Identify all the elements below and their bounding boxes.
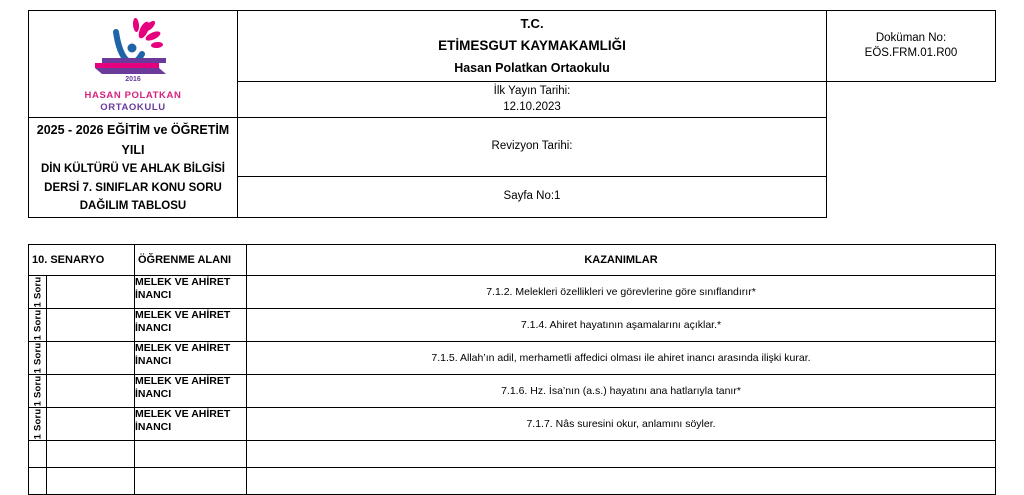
ogrenme-alani-cell: [135, 468, 247, 495]
subtitle-course: DİN KÜLTÜRÜ VE AHLAK BİLGİSİ DERSİ 7. SINIFLAR KONU SORU DAĞILIM TABLOSU: [41, 163, 225, 213]
table-header-row: [29, 245, 996, 276]
soru-count-cell: [29, 441, 47, 468]
logo-graphic-icon: [58, 14, 208, 88]
header-subtitle-cell: [29, 118, 238, 218]
konu-soru-dagilim-table: [28, 244, 996, 495]
senaryo-cell: [47, 342, 135, 375]
table-row: [29, 375, 996, 408]
soru-count-cell: [29, 468, 47, 495]
table-row: [29, 276, 996, 309]
senaryo-cell: [47, 309, 135, 342]
ogrenme-alani-cell: MELEK VE AHİRET İNANCI: [135, 375, 247, 408]
revision-date-cell: [238, 118, 827, 176]
title-line-tc: T.C.: [520, 16, 544, 31]
document-header-table: [28, 10, 996, 218]
table-row: [29, 342, 996, 375]
subtitle-year: 2025 - 2026 EĞİTİM ve ÖĞRETİM YILI: [36, 123, 230, 158]
table-row: [29, 468, 996, 495]
soru-count-cell: [29, 309, 47, 342]
column-header-kazanimlar: KAZANIMLAR: [247, 245, 996, 276]
senaryo-cell: [47, 468, 135, 495]
title-line-kaymakamlik: ETİMESGUT KAYMAKAMLIĞI: [438, 38, 626, 54]
soru-count-label: 1 Soru: [32, 310, 43, 341]
table-row: [29, 441, 996, 468]
kazanim-cell: 7.1.2. Melekleri özellikleri ve görevlerine göre sınıflandırır*: [247, 276, 996, 309]
page-no-cell: [238, 176, 827, 218]
ogrenme-alani-cell: [135, 441, 247, 468]
soru-count-label: 1 Soru: [32, 277, 43, 308]
document-no-cell: [827, 11, 996, 82]
soru-count-cell: [29, 342, 47, 375]
school-logo-subname: ORTAOKULU: [100, 101, 166, 113]
ogrenme-alani-cell: MELEK VE AHİRET İNANCI: [135, 276, 247, 309]
school-logo-mark: [58, 14, 208, 88]
first-publish-value: 12.10.2023: [503, 100, 561, 113]
senaryo-cell: [47, 375, 135, 408]
school-logo-name: HASAN POLATKAN: [84, 89, 182, 101]
kazanim-cell: [247, 441, 996, 468]
title-line-school: Hasan Polatkan Ortaokulu: [454, 61, 610, 76]
column-header-senaryo: 10. SENARYO: [29, 245, 135, 276]
school-logo: [58, 14, 208, 114]
document-no-label: Doküman No:: [875, 31, 947, 44]
kazanim-cell: 7.1.4. Ahiret hayatının aşamalarını açıklar.*: [247, 309, 996, 342]
ogrenme-alani-cell: MELEK VE AHİRET İNANCI: [135, 408, 247, 441]
soru-count-cell: [29, 276, 47, 309]
table-row: [29, 309, 996, 342]
ogrenme-alani-cell: MELEK VE AHİRET İNANCI: [135, 342, 247, 375]
senaryo-cell: [47, 276, 135, 309]
svg-text:2016: 2016: [125, 75, 141, 83]
document-no-value: EÖS.FRM.01.R00: [864, 47, 958, 60]
first-publish-label: İlk Yayın Tarihi:: [493, 85, 571, 98]
column-header-ogrenme-alani: ÖĞRENME ALANI: [135, 245, 247, 276]
table-row: [29, 408, 996, 441]
kazanim-cell: 7.1.7. Nâs suresini okur, anlamını söyler.: [247, 408, 996, 441]
revision-date-label: Revizyon Tarihi:: [491, 140, 573, 153]
soru-count-cell: [29, 375, 47, 408]
ogrenme-alani-cell: MELEK VE AHİRET İNANCI: [135, 309, 247, 342]
senaryo-cell: [47, 441, 135, 468]
kazanim-cell: 7.1.6. Hz. İsa’nın (a.s.) hayatını ana hatlarıyla tanır*: [247, 375, 996, 408]
first-publish-cell: [238, 82, 827, 118]
senaryo-cell: [47, 408, 135, 441]
kazanim-cell: [247, 468, 996, 495]
header-title-cell: [238, 11, 827, 82]
soru-count-label: 1 Soru: [32, 409, 43, 440]
kazanim-cell: 7.1.5. Allah’ın adil, merhametli affedici olması ile ahiret inancı arasında ilişki kurar.: [247, 342, 996, 375]
page-no-label: Sayfa No:1: [503, 190, 561, 203]
soru-count-label: 1 Soru: [32, 376, 43, 407]
soru-count-label: 1 Soru: [32, 343, 43, 374]
soru-count-cell: [29, 408, 47, 441]
school-logo-cell: [29, 11, 238, 118]
